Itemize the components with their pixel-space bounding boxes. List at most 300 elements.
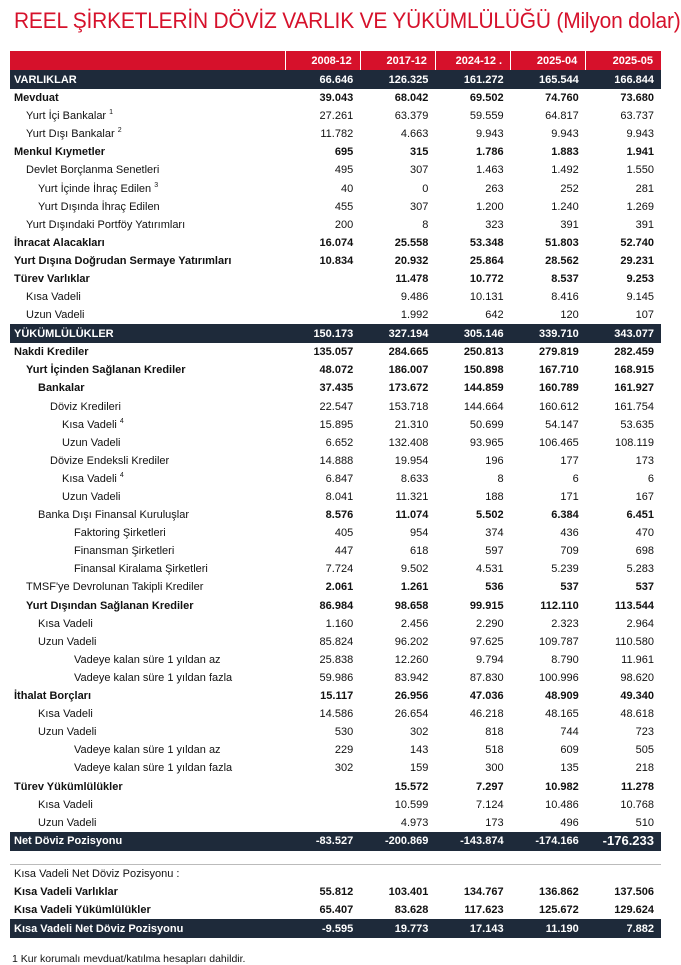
value-cell: 117.623 xyxy=(464,903,504,916)
value-cell: 54.147 xyxy=(545,418,579,431)
value-cell: 159 xyxy=(410,762,429,775)
table-row xyxy=(10,161,661,179)
value-cell: 9.943 xyxy=(476,128,504,141)
value-cell: 8.416 xyxy=(551,291,579,304)
row-label: Vadeye kalan süre 1 yıldan fazla xyxy=(74,762,233,775)
table-row xyxy=(10,343,661,361)
row-label: Uzun Vadeli xyxy=(26,309,85,322)
row-label: Türev Varlıklar xyxy=(14,272,90,285)
value-cell: 48.909 xyxy=(545,690,579,703)
row-label: Menkul Kıymetler xyxy=(14,146,106,159)
value-cell: 1.160 xyxy=(325,617,354,630)
row-label: Yurt İçi Bankalar $^1$ xyxy=(26,109,114,123)
value-cell: 954 xyxy=(410,527,429,540)
value-cell: 49.340 xyxy=(620,690,654,703)
value-cell: 107 xyxy=(635,309,654,322)
row-label: Kısa Vadeli $^4$ xyxy=(62,471,124,485)
value-cell: 9.943 xyxy=(626,128,654,141)
value-cell: 136.862 xyxy=(539,885,579,898)
value-cell: 5.239 xyxy=(551,563,579,576)
table-row xyxy=(10,234,661,252)
value-cell: 16.074 xyxy=(319,236,354,249)
value-cell xyxy=(360,851,435,865)
value-cell: 536 xyxy=(485,581,504,594)
value-cell: 74.760 xyxy=(545,92,579,105)
value-cell: 436 xyxy=(560,527,579,540)
value-cell: 160.612 xyxy=(539,400,579,413)
table-row xyxy=(10,70,661,89)
value-cell: 10.599 xyxy=(394,798,429,811)
value-cell: 69.502 xyxy=(469,92,504,105)
footnote-marker: 2 xyxy=(117,127,122,135)
value-cell: 14.888 xyxy=(319,454,354,467)
value-cell: 66.646 xyxy=(285,70,360,89)
value-cell: 98.658 xyxy=(394,599,429,612)
value-cell: 48.072 xyxy=(319,364,354,377)
table-row xyxy=(10,919,661,938)
value-cell: 5.502 xyxy=(476,509,504,522)
table-row xyxy=(10,759,661,777)
value-cell: 281 xyxy=(635,182,654,195)
value-cell: 144.664 xyxy=(463,400,504,413)
value-cell: 53.635 xyxy=(620,418,654,431)
value-cell: 52.740 xyxy=(620,236,654,249)
value-cell: 63.379 xyxy=(394,110,429,123)
value-cell xyxy=(435,851,510,865)
value-cell: 6 xyxy=(647,472,654,485)
value-cell: 374 xyxy=(485,527,504,540)
value-cell: 161.927 xyxy=(614,382,654,395)
value-cell: 40 xyxy=(340,182,354,195)
value-cell: 597 xyxy=(485,545,504,558)
column-header: 2025-05 xyxy=(586,51,661,70)
value-cell xyxy=(285,851,360,865)
table-row xyxy=(10,796,661,814)
table-row xyxy=(10,270,661,288)
row-label: Uzun Vadeli xyxy=(62,436,121,449)
row-label: İhracat Alacakları xyxy=(14,236,105,249)
value-cell: 391 xyxy=(635,218,654,231)
value-cell: 97.625 xyxy=(469,635,504,648)
row-label: Yurt İçinde İhraç Edilen $^3$ xyxy=(38,181,159,195)
table-row xyxy=(10,814,661,832)
value-cell: 609 xyxy=(560,744,579,757)
value-cell: 9.486 xyxy=(400,291,429,304)
value-cell: 1.941 xyxy=(626,146,654,159)
value-cell: 59.986 xyxy=(319,671,354,684)
row-label: Uzun Vadeli xyxy=(62,491,121,504)
table-row xyxy=(10,723,661,741)
value-cell xyxy=(285,796,360,814)
value-cell: 10.834 xyxy=(319,254,354,267)
value-cell: 11.478 xyxy=(395,272,429,285)
value-cell: 343.077 xyxy=(586,324,661,343)
value-cell: -9.595 xyxy=(285,919,360,938)
table-row xyxy=(10,864,661,883)
value-cell: -143.874 xyxy=(435,832,510,851)
value-cell: 15.117 xyxy=(320,690,354,703)
value-cell: 53.348 xyxy=(469,236,504,249)
table-row xyxy=(10,179,661,197)
value-cell: 19.954 xyxy=(394,454,429,467)
value-cell: 505 xyxy=(635,744,654,757)
table-row xyxy=(10,633,661,651)
value-cell: 98.620 xyxy=(620,671,654,684)
value-cell: 698 xyxy=(635,545,654,558)
value-cell: 391 xyxy=(560,218,579,231)
column-header: 2025-04 xyxy=(511,51,586,70)
value-cell: 25.558 xyxy=(394,236,429,249)
value-cell: 110.580 xyxy=(615,635,654,648)
value-cell: 11.961 xyxy=(621,653,654,666)
value-cell: 73.680 xyxy=(620,92,654,105)
row-label: Kısa Vadeli Net Döviz Pozisyonu xyxy=(10,919,285,938)
table-row xyxy=(10,777,661,795)
table-row xyxy=(10,651,661,669)
value-cell: 86.984 xyxy=(319,599,354,612)
row-label: Kısa Vadeli Varlıklar xyxy=(14,885,118,898)
footnote-marker: 4 xyxy=(119,471,124,479)
row-label: Yurt İçinden Sağlanan Krediler xyxy=(26,364,186,377)
value-cell xyxy=(586,864,661,883)
value-cell: 250.813 xyxy=(463,346,504,359)
value-cell: 327.194 xyxy=(360,324,435,343)
value-cell: 12.260 xyxy=(394,653,429,666)
value-cell: 48.618 xyxy=(620,708,654,721)
value-cell: 447 xyxy=(334,545,354,558)
value-cell: 21.310 xyxy=(394,418,429,431)
table-row xyxy=(10,306,661,324)
footnote-marker: 4 xyxy=(119,417,124,425)
value-cell: 96.202 xyxy=(394,635,429,648)
row-label: Bankalar xyxy=(38,382,85,395)
value-cell: 6.384 xyxy=(551,509,579,522)
table-row xyxy=(10,434,661,452)
value-cell: 15.572 xyxy=(394,780,429,793)
value-cell: 8.633 xyxy=(400,472,429,485)
table-row xyxy=(10,89,661,107)
row-label: Finansal Kiralama Şirketleri xyxy=(74,563,208,576)
value-cell: 150.173 xyxy=(285,324,360,343)
row-label: Uzun Vadeli xyxy=(38,816,97,829)
value-cell: 15.895 xyxy=(319,418,354,431)
value-cell: 177 xyxy=(560,454,579,467)
value-cell: 1.261 xyxy=(400,581,429,594)
table-row xyxy=(10,560,661,578)
value-cell: -174.166 xyxy=(511,832,586,851)
value-cell: 11.321 xyxy=(395,491,429,504)
value-cell: 1.269 xyxy=(626,200,654,213)
value-cell: 284.665 xyxy=(388,346,429,359)
value-cell: 26.956 xyxy=(394,690,429,703)
value-cell: 4.663 xyxy=(400,128,429,141)
table-row xyxy=(10,578,661,596)
row-label: Mevduat xyxy=(14,92,59,105)
row-label: Devlet Borçlanma Senetleri xyxy=(26,164,160,177)
value-cell: 1.200 xyxy=(476,200,504,213)
value-cell: 6.847 xyxy=(325,472,354,485)
value-cell: 113.544 xyxy=(614,599,654,612)
value-cell: 171 xyxy=(560,491,579,504)
row-label: Yurt Dışında İhraç Edilen xyxy=(38,200,160,213)
column-header: 2008-12 xyxy=(285,51,360,70)
value-cell: 305.146 xyxy=(435,324,510,343)
table-row xyxy=(10,597,661,615)
value-cell: -83.527 xyxy=(285,832,360,851)
value-cell: 9.253 xyxy=(626,272,654,285)
value-cell: 55.812 xyxy=(319,885,354,898)
table-body xyxy=(10,70,661,938)
value-cell: 6.652 xyxy=(325,436,354,449)
value-cell: 7.724 xyxy=(325,563,354,576)
value-cell: 64.817 xyxy=(545,110,579,123)
value-cell: 9.943 xyxy=(551,128,579,141)
value-cell: 150.898 xyxy=(463,364,504,377)
value-cell xyxy=(285,814,360,832)
value-cell: 103.401 xyxy=(388,885,429,898)
footnote-marker: 3 xyxy=(154,181,159,189)
table-row xyxy=(10,252,661,270)
value-cell: 9.145 xyxy=(626,291,654,304)
value-cell: 134.767 xyxy=(463,885,504,898)
table-row xyxy=(10,107,661,125)
value-cell: 709 xyxy=(560,545,579,558)
row-label: TMSF'ye Devrolunan Takipli Krediler xyxy=(26,581,204,594)
table-row xyxy=(10,883,661,901)
value-cell: 137.506 xyxy=(614,885,654,898)
fx-assets-liabilities-table xyxy=(10,51,661,938)
table-row xyxy=(10,506,661,524)
value-cell: 188 xyxy=(485,491,504,504)
value-cell: 8.537 xyxy=(551,272,579,285)
value-cell: 263 xyxy=(485,182,504,195)
table-row xyxy=(10,125,661,143)
row-label: Kısa Vadeli xyxy=(38,798,93,811)
value-cell: 618 xyxy=(410,545,429,558)
header-label-cell xyxy=(10,51,285,70)
value-cell xyxy=(435,864,510,883)
value-cell: 126.325 xyxy=(360,70,435,89)
value-cell: 1.463 xyxy=(476,164,504,177)
value-cell: -176.233 xyxy=(586,832,661,851)
value-cell: 167.710 xyxy=(539,364,579,377)
value-cell: 168.915 xyxy=(614,364,654,377)
row-label: Kısa Vadeli xyxy=(38,617,93,630)
value-cell: 99.915 xyxy=(469,599,504,612)
column-header: 2017-12 xyxy=(360,51,435,70)
table-row xyxy=(10,452,661,470)
row-label: Banka Dışı Finansal Kuruluşlar xyxy=(38,509,190,522)
value-cell: 135.057 xyxy=(313,346,354,359)
row-label: Vadeye kalan süre 1 yıldan az xyxy=(74,744,221,757)
row-label: Uzun Vadeli xyxy=(38,635,97,648)
row-label: Kısa Vadeli Net Döviz Pozisyonu : xyxy=(10,864,285,883)
value-cell: 109.787 xyxy=(539,635,579,648)
value-cell xyxy=(586,851,661,865)
table-row xyxy=(10,615,661,633)
value-cell: 143 xyxy=(410,744,429,757)
row-label: Uzun Vadeli xyxy=(38,726,97,739)
row-label: Yurt Dışından Sağlanan Krediler xyxy=(26,599,194,612)
value-cell: 68.042 xyxy=(394,92,429,105)
value-cell: 307 xyxy=(410,200,429,213)
value-cell xyxy=(360,864,435,883)
value-cell xyxy=(511,851,586,865)
value-cell: 9.502 xyxy=(400,563,429,576)
value-cell: 83.942 xyxy=(394,671,429,684)
value-cell: 10.772 xyxy=(469,272,504,285)
table-row xyxy=(10,361,661,379)
value-cell: 7.882 xyxy=(586,919,661,938)
value-cell: 135 xyxy=(560,762,579,775)
value-cell: 161.754 xyxy=(614,400,654,413)
value-cell: 530 xyxy=(334,726,354,739)
row-label: Vadeye kalan süre 1 yıldan az xyxy=(74,653,221,666)
column-header: 2024-12 . xyxy=(435,51,510,70)
value-cell: 25.864 xyxy=(469,254,504,267)
value-cell: 300 xyxy=(485,762,504,775)
table-row xyxy=(10,324,661,343)
table-row xyxy=(10,687,661,705)
value-cell: 11.278 xyxy=(620,780,654,793)
table-row xyxy=(10,416,661,434)
value-cell: 2.323 xyxy=(551,617,579,630)
value-cell: 496 xyxy=(560,816,579,829)
value-cell: 132.408 xyxy=(388,436,429,449)
row-label: Türev Yükümlülükler xyxy=(14,780,123,793)
value-cell: 2.964 xyxy=(626,617,654,630)
value-cell: 65.407 xyxy=(319,903,354,916)
row-label: Yurt Dışındaki Portföy Yatırımları xyxy=(26,218,186,231)
value-cell: 818 xyxy=(485,726,504,739)
row-label: Kısa Vadeli $^4$ xyxy=(62,417,124,431)
value-cell: 11.782 xyxy=(320,128,354,141)
value-cell: 46.218 xyxy=(469,708,504,721)
value-cell: 2.061 xyxy=(325,581,354,594)
value-cell: 1.240 xyxy=(551,200,579,213)
value-cell: 510 xyxy=(635,816,654,829)
table-row xyxy=(10,542,661,560)
row-label: Kısa Vadeli xyxy=(26,291,81,304)
value-cell: 93.965 xyxy=(469,436,504,449)
table-row xyxy=(10,379,661,397)
value-cell: 6 xyxy=(572,472,579,485)
value-cell xyxy=(285,777,360,795)
value-cell: 200 xyxy=(334,218,354,231)
table-header-row xyxy=(10,51,661,70)
value-cell: 85.824 xyxy=(319,635,354,648)
table-row xyxy=(10,901,661,919)
value-cell: 37.435 xyxy=(319,382,354,395)
value-cell: 106.465 xyxy=(539,436,579,449)
table-row xyxy=(10,198,661,216)
row-label: Vadeye kalan süre 1 yıldan fazla xyxy=(74,671,233,684)
value-cell: 0 xyxy=(422,182,429,195)
value-cell: 282.459 xyxy=(614,346,654,359)
table-row xyxy=(10,398,661,416)
value-cell: 405 xyxy=(334,527,354,540)
row-label: Nakdi Krediler xyxy=(14,346,89,359)
value-cell: 29.231 xyxy=(620,254,654,267)
page-title: REEL ŞİRKETLERİN DÖVİZ VARLIK VE YÜKÜMLÜLÜĞÜ (Milyon dolar) xyxy=(14,8,681,33)
value-cell: 8 xyxy=(422,218,429,231)
value-cell: 1.992 xyxy=(400,309,429,322)
table-row xyxy=(10,832,661,851)
value-cell: 27.261 xyxy=(319,110,354,123)
value-cell: -200.869 xyxy=(360,832,435,851)
value-cell: 144.859 xyxy=(463,382,504,395)
value-cell: 28.562 xyxy=(545,254,579,267)
value-cell: 125.672 xyxy=(539,903,579,916)
value-cell: 218 xyxy=(635,762,654,775)
value-cell: 695 xyxy=(334,146,354,159)
value-cell: 50.699 xyxy=(469,418,504,431)
value-cell: 167 xyxy=(635,491,654,504)
value-cell: 723 xyxy=(635,726,654,739)
value-cell: 323 xyxy=(485,218,504,231)
value-cell: 4.973 xyxy=(400,816,429,829)
value-cell xyxy=(285,270,360,288)
value-cell: 166.844 xyxy=(586,70,661,89)
row-label: Faktoring Şirketleri xyxy=(74,527,166,540)
value-cell: 8.041 xyxy=(325,491,354,504)
value-cell: 87.830 xyxy=(469,671,504,684)
value-cell: 19.773 xyxy=(360,919,435,938)
value-cell xyxy=(511,864,586,883)
value-cell: 315 xyxy=(410,146,429,159)
value-cell: 20.932 xyxy=(394,254,429,267)
value-cell: 4.531 xyxy=(476,563,504,576)
value-cell: 10.131 xyxy=(469,291,504,304)
value-cell: 63.737 xyxy=(620,110,654,123)
row-label: Net Döviz Pozisyonu xyxy=(10,832,285,851)
value-cell xyxy=(285,306,360,324)
value-cell: 1.786 xyxy=(476,146,504,159)
value-cell: 307 xyxy=(410,164,429,177)
value-cell: 302 xyxy=(410,726,429,739)
value-cell: 120 xyxy=(560,309,579,322)
value-cell: 537 xyxy=(635,581,654,594)
value-cell: 537 xyxy=(560,581,579,594)
value-cell: 161.272 xyxy=(435,70,510,89)
value-cell: 495 xyxy=(334,164,354,177)
value-cell: 173 xyxy=(485,816,504,829)
value-cell: 2.456 xyxy=(400,617,429,630)
value-cell: 196 xyxy=(485,454,504,467)
table-row xyxy=(10,524,661,542)
value-cell: 6.451 xyxy=(626,509,654,522)
table-row xyxy=(10,488,661,506)
value-cell: 1.883 xyxy=(551,146,579,159)
row-label: Kısa Vadeli Yükümlülükler xyxy=(14,903,151,916)
table-row xyxy=(10,288,661,306)
value-cell: 7.124 xyxy=(476,798,504,811)
value-cell: 252 xyxy=(560,182,579,195)
value-cell: 1.550 xyxy=(626,164,654,177)
row-label: Yurt Dışına Doğrudan Sermaye Yatırımları xyxy=(14,254,232,267)
row-label: YÜKÜMLÜLÜKLER xyxy=(10,324,285,343)
value-cell: 279.819 xyxy=(539,346,579,359)
row-label: VARLIKLAR xyxy=(10,70,285,89)
table-row xyxy=(10,216,661,234)
row-label: İthalat Borçları xyxy=(14,690,92,703)
table-row xyxy=(10,669,661,687)
value-cell: 14.586 xyxy=(319,708,354,721)
value-cell: 48.165 xyxy=(545,708,579,721)
value-cell: 302 xyxy=(334,762,354,775)
value-cell: 9.794 xyxy=(476,653,504,666)
value-cell: 100.996 xyxy=(539,671,579,684)
